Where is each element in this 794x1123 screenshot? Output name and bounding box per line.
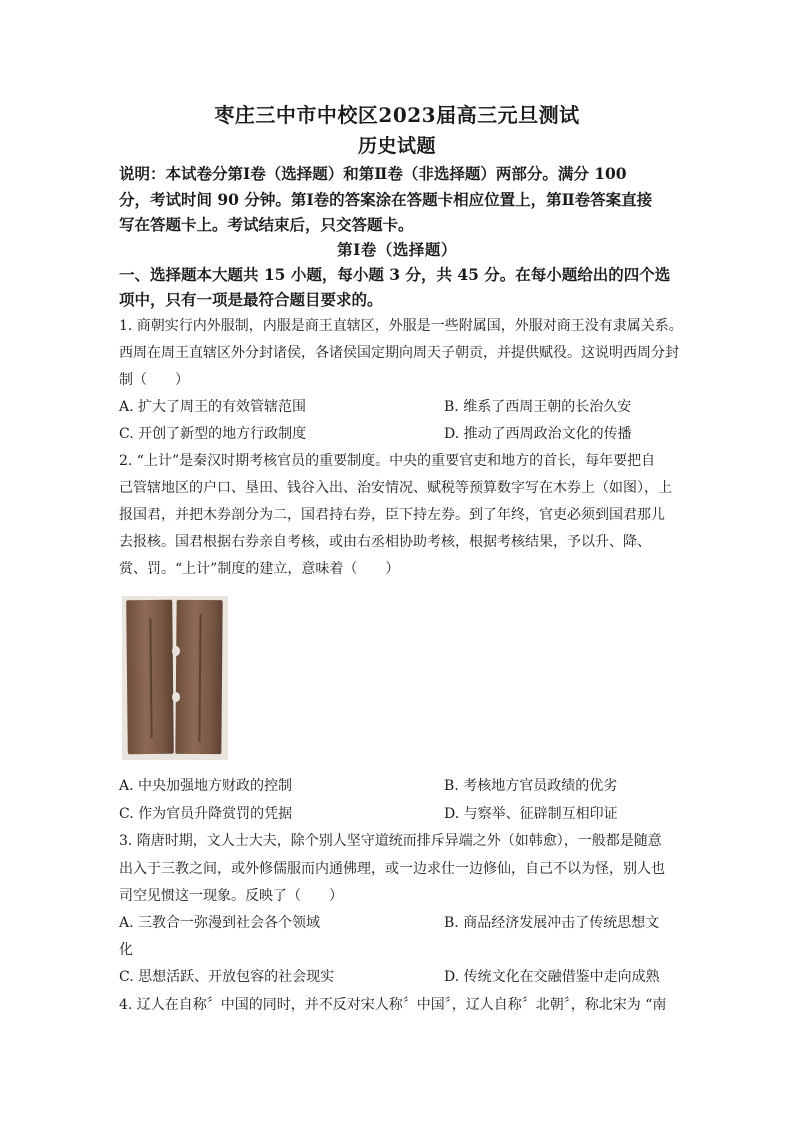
question-1-option-b[interactable]: B. 维系了西周王朝的长治久安: [444, 399, 632, 415]
question-2-text: 己管辖地区的户口、垦田、钱谷入出、治安情况、赋税等预算数字写在木券上（如图），上: [119, 480, 672, 496]
question-3-option-d[interactable]: D. 传统文化在交融借鉴中走向成熟: [444, 969, 660, 985]
exam-subject: 历史试题: [357, 135, 436, 157]
question-3-option-c[interactable]: C. 思想活跃、开放包容的社会现实: [119, 969, 335, 985]
question-3-option-a[interactable]: A. 三教合一弥漫到社会各个领域: [119, 915, 321, 931]
question-1-option-c[interactable]: C. 开创了新型的地方行政制度: [119, 426, 307, 442]
question-4-text: 4. 辽人在自称〞中国的同时，并不反对宋人称〞中国〞，辽人自称〞北朝〞，称北宋为 “南: [119, 997, 667, 1013]
question-1-text: 西周在周王直辖区外分封诸侯，各诸侯国定期向周天子朝贡，并提供赋役。这说明西周分封: [119, 345, 679, 361]
question-1-option-d[interactable]: D. 推动了西周政治文化的传播: [444, 426, 632, 442]
question-3-text: 司空见惯这一现象。反映了（ ）: [119, 888, 343, 904]
instruction-line: 分，考试时间 90 分钟。第Ⅰ卷的答案涂在答题卡相应位置上，第Ⅱ卷答案直接: [119, 190, 653, 209]
question-2-option-d[interactable]: D. 与察举、征辟制互相印证: [444, 806, 618, 822]
question-3-text: 3. 隋唐时期，文人士大夫，除个别人坚守道统而排斥异端之外（如韩愈），一般都是随意: [119, 833, 662, 849]
right-wooden-slip: [175, 600, 222, 754]
question-3-option-b-wrap: 化: [119, 942, 133, 958]
question-1-option-a[interactable]: A. 扩大了周王的有效管辖范围: [119, 399, 307, 415]
exam-title: 枣庄三中市中校区2023届高三元旦测试: [214, 103, 580, 127]
question-2-text: 2. “上计”是秦汉时期考核官员的重要制度。中央的重要官吏和地方的首长，每年要把自: [119, 453, 656, 469]
question-2-text: 去报核。国君根据右券亲自考核，或由右丞相协助考核，根据考核结果，予以升、降、: [119, 534, 651, 550]
instruction-line: 说明：本试卷分第Ⅰ卷（选择题）和第Ⅱ卷（非选择题）两部分。满分 100: [119, 164, 627, 183]
instruction-line: 写在答题卡上。考试结束后，只交答题卡。: [119, 215, 414, 234]
question-2-text: 报国君，并把木券剖分为二，国君持右券，臣下持左券。到了年终，官吏必须到国君那儿: [119, 507, 665, 523]
section-instruction-line: 项中，只有一项是最符合题目要求的。: [119, 290, 383, 309]
wooden-tally-photo: [122, 596, 228, 760]
question-2-option-b[interactable]: B. 考核地方官员政绩的优劣: [444, 778, 618, 794]
question-1-text: 1. 商朝实行内外服制，内服是商王直辖区，外服是一些附属国，外服对商王没有隶属关系。: [119, 318, 683, 334]
tally-notch: [172, 646, 180, 656]
section-instruction-line: 一、选择题本大题共 15 小题，每小题 3 分，共 45 分。在每小题给出的四个选: [119, 265, 671, 284]
question-3-option-b[interactable]: B. 商品经济发展冲击了传统思想文: [444, 915, 660, 931]
tally-notch: [172, 692, 180, 702]
question-1-text: 制（ ）: [119, 372, 189, 388]
section-title: 第Ⅰ卷（选择题）: [337, 240, 457, 259]
question-2-option-c[interactable]: C. 作为官员升降赏罚的凭据: [119, 806, 293, 822]
question-2-text: 赏、罚。“上计”制度的建立，意味着（ ）: [119, 561, 400, 577]
question-2-option-a[interactable]: A. 中央加强地方财政的控制: [119, 778, 293, 794]
question-3-text: 出入于三教之间，或外修儒服而内通佛理，或一边求仕一边修仙，自己不以为怪，别人也: [119, 861, 665, 877]
left-wooden-slip: [126, 600, 174, 754]
